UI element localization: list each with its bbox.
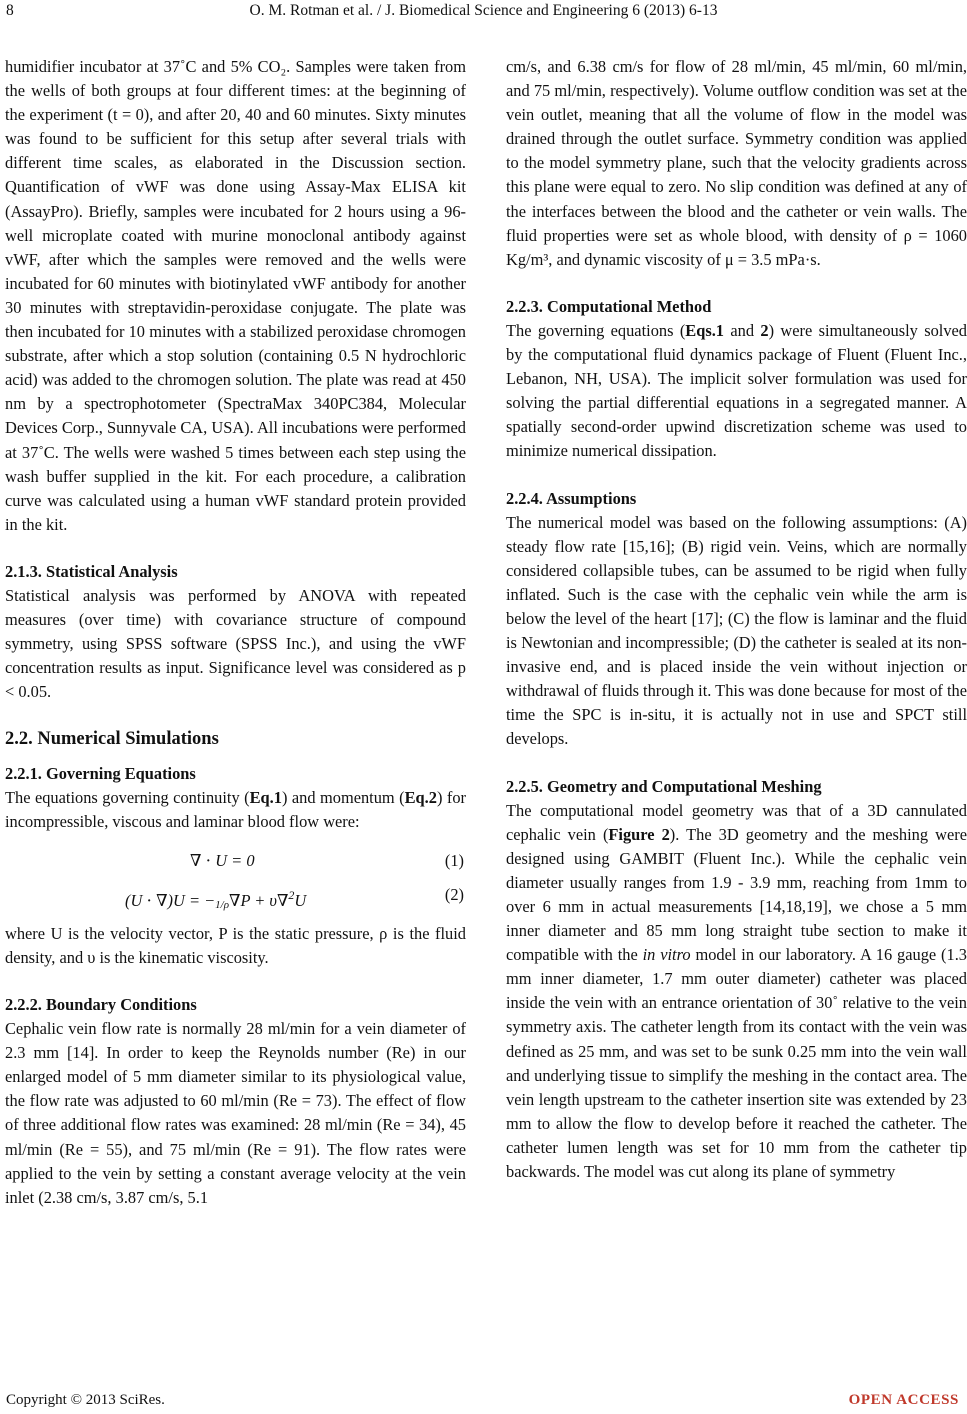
- left-column: [5, 55, 466, 1210]
- eq2-ref-right: 2: [760, 320, 769, 340]
- equation-1-expression: ∇ ⋅ U = 0: [190, 850, 255, 870]
- paragraph-computational-method: The governing equations (Eqs.1 and 2) were simultaneously solved by the computational fluid dynamics package of Fluent (Fluent Inc., Lebanon, NH, USA). The implicit solver formulation was used for solving the partial differential equations in a segregated manner. A spatially second-order upwind discretization scheme was used to minimize numerical dissipation.: [506, 320, 967, 461]
- equation-2-number: (2): [444, 884, 464, 904]
- heading-numerical-simulations: 2.2. Numerical Simulations: [5, 729, 219, 750]
- paragraph-statistics: Statistical analysis was performed by ANOVA with repeated measures (over time) with covariance structure of compound symmetry, using SPSS software (SPSS Inc.), and using the vWF concentration results as input. Significance level was considered as p < 0.05.: [5, 585, 466, 702]
- right-column: [506, 55, 967, 1184]
- figure-2-ref: Figure 2: [608, 824, 670, 844]
- heading-boundary-conditions: 2.2.2. Boundary Conditions: [5, 995, 197, 1014]
- heading-computational-method: 2.2.3. Computational Method: [506, 296, 712, 316]
- paragraph-equations-intro: The equations governing continuity (Eq.1) and momentum (Eq.2) for incompressible, viscous and laminar blood flow were:: [5, 787, 466, 831]
- equation-2-expression: (U ⋅ ∇)U = −1/ρ∇P + υ∇$^2$U: [125, 887, 307, 911]
- copyright-notice: Copyright © 2013 SciRes.: [6, 1392, 165, 1408]
- paragraph-assumptions: The numerical model was based on the following assumptions: (A) steady flow rate [15,16]; (B) rigid vein. Veins, which are normally considered collapsible tubes, can be assumed to be rigid when fully inflated. Such is the case with the cephalic vein while the arm is below the level of the heart [17]; (C) the flow is laminar and the fluid is Newtonian and incompressible; (D) the catheter is sealed at its non-invasive end, and is placed inside the vein without injection or withdrawal of fluids through it. This was done because for most of the time the SPC is in-situ, it is actually not in use and SPCT still develops.: [506, 512, 967, 749]
- in-vitro-term: in vitro: [642, 945, 691, 965]
- heading-geometry-meshing: 2.2.5. Geometry and Computational Meshing: [506, 776, 822, 796]
- page-footer: [0, 1392, 967, 1414]
- open-access-label: OPEN ACCESS: [848, 1392, 959, 1408]
- equation-1-number: (1): [444, 850, 464, 870]
- equation-2: [5, 878, 466, 912]
- page-header: [0, 0, 967, 24]
- heading-governing-equations: 2.2.1. Governing Equations: [5, 763, 196, 783]
- paragraph-variable-definitions: where U is the velocity vector, P is the static pressure, ρ is the fluid density, and υ is the kinematic viscosity.: [5, 923, 466, 967]
- eqs1-ref: Eqs.1: [685, 320, 725, 340]
- paragraph-incubation: humidifier incubator at 37˚C and 5% CO₂. Samples were taken from the wells of both groups at four different times: at the beginning of the experiment (t = 0), and after 20, 40 and 60 minutes. Sixty minutes was found to be sufficient for this setup after several trials with different time scales, as elaborated in the Discussion section. Quantification of vWF was done using Assay-Max ELISA kit (AssayPro). Briefly, samples were incubated for 2 hours using a 96-well microplate coated with murine monoclonal antibody against vWF, after which the samples were removed and the wells were incubated for 60 minutes with biotinylated vWF antibody for another 30 minutes with streptavidin-peroxidase conjugate. The plate was then incubated for 10 minutes with a stabilized peroxidase chromogen substrate, after which a stop solution (containing 0.5 N hydrochloric acid) was added to the chromogen solution. The plate was read at 450 nm by a spectrophotometer (SpectraMax 340PC384, Molecular Devices Corp., Sunnyvale CA, USA). All incubations were performed at 37˚C. The wells were washed 5 times between each step using the wash buffer supplied in the kit. For each procedure, a calibration curve was calculated using a human vWF standard protein provided in the kit.: [5, 57, 466, 534]
- paragraph-boundary-conditions: Cephalic vein flow rate is normally 28 ml/min for a vein diameter of 2.3 mm [14]. In order to keep the Reynolds number (Re) in our enlarged model of 5 mm diameter similar to its physiological value, the flow rate was adjusted to 60 ml/min (Re = 73). The effect of flow of three additional flow rates was examined: 28 ml/min (Re = 34), 45 ml/min (Re = 55), and 75 ml/min (Re = 91). The flow rates were applied to the vein by setting a constant average velocity at the vein inlet (2.38 cm/s, 3.87 cm/s, 5.1: [5, 1019, 466, 1207]
- heading-assumptions: 2.2.4. Assumptions: [506, 488, 637, 508]
- running-head: O. M. Rotman et al. / J. Biomedical Science and Engineering 6 (2013) 6-13: [249, 2, 718, 19]
- heading-statistical-analysis: 2.1.3. Statistical Analysis: [5, 561, 178, 581]
- paragraph-flow-conditions: cm/s, and 6.38 cm/s for flow of 28 ml/min, 45 ml/min, 60 ml/min, and 75 ml/min, respectively). Volume outflow condition was set at the vein outlet, meaning that all the volume of flow in the model was drained through the outlet surface. Symmetry condition was applied to the model symmetry plane, such that the velocity gradients across this plane were equal to zero. No slip condition was defined at any of the interfaces between the blood and the catheter or vein walls. The fluid properties were set as whole blood, with density of ρ = 1060 Kg/m³, and dynamic viscosity of μ = 3.5 mPa·s.: [506, 57, 967, 269]
- eq2-ref: Eq.2: [404, 787, 437, 807]
- page-number: 8: [6, 2, 14, 19]
- paragraph-geometry-meshing: The computational model geometry was that of a 3D cannulated cephalic vein (Figure 2). The 3D geometry and the meshing were designed using GAMBIT (Fluent Inc.). While the cephalic vein diameter usually ranges from 1.9 - 3.9 mm, reaching from 1mm to over 6 mm in actual measurements [14,18,19], we chose a 5 mm inner diameter and 85 mm long straight tube section to make it compatible with the in vitro model in our laboratory. A 16 gauge (1.3 mm inner diameter, 1.7 mm outer diameter) catheter was placed inside the vein with an entrance orientation of 30˚ relative to the vein symmetry axis. The catheter length from its contact with the vein was defined as 25 mm, and was set to be sunk 0.25 mm into the vein wall and underlying tissue to simplify the meshing in the contact area. The vein length upstream to the catheter insertion site was extended by 23 mm to allow the flow to develop before it reached the catheter. The catheter lumen length was set for 10 mm from the catheter tip backwards. The model was cut along its plane of symmetry: [506, 800, 967, 1182]
- eq1-ref: Eq.1: [249, 787, 282, 807]
- equation-1: [5, 844, 466, 878]
